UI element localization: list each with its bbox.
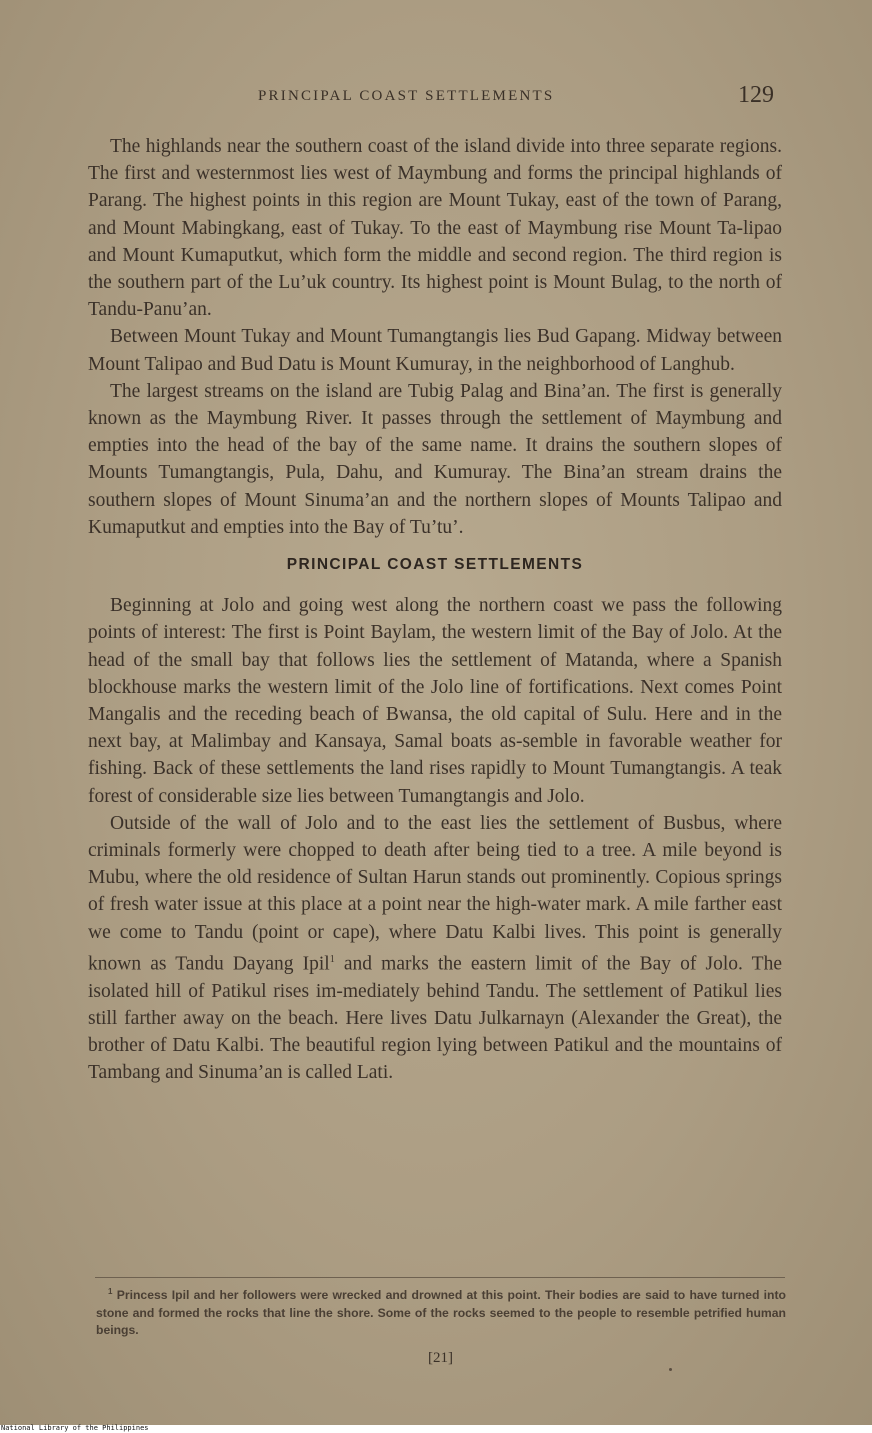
- running-title: PRINCIPAL COAST SETTLEMENTS: [258, 88, 555, 104]
- paragraph-west-coast: Beginning at Jolo and going west along the northern coast we pass the following points of interest: The first is Point Baylam, the western limit of the Bay of Jolo. At the head of the small bay that follows lies the settlement of Matanda, where a Spanish blockhouse marks the western limit of the Jolo line of fortifications. Next comes Point Mangalis and the receding beach of Bwansa, the old capital of Sulu. Here and in the next bay, at Malimbay and Kansaya, Samal boats as-semble in favorable weather for fishing. Back of these settlements the land rises rapidly to Mount Tumangtangis. A teak forest of considerable size lies between Tumangtangis and Jolo.: [88, 595, 782, 807]
- ink-dot: [669, 1368, 672, 1371]
- footnote-reference: 1: [329, 953, 335, 965]
- footnote-mark: 1: [108, 1287, 113, 1296]
- library-credit: National Library of the Philippines: [1, 1424, 149, 1432]
- footnote-text: Princess Ipil and her followers were wrecked and drowned at this point. Their bodies are said to have turned into stone and formed the rocks that line the shore. Some of the rocks seemed to the people to resemble petrified human beings.: [96, 1288, 786, 1338]
- paragraph-highlands: The highlands near the southern coast of the island divide into three separate regions. The first and westernmost lies west of Maymbung and forms the principal highlands of Parang. The highest points in this region are Mount Tukay, east of the town of Parang, and Mount Mabingkang, east of Tukay. To the east of Maymbung rise Mount Ta-lipao and Mount Kumaputkut, which form the middle and second region. The third region is the southern part of the Lu’uk country. Its highest point is Mount Bulag, to the north of Tandu-Panu’an.: [88, 136, 782, 321]
- paragraph-east-coast: [88, 810, 782, 1087]
- footnote: [96, 1283, 786, 1340]
- paragraph-east-coast-part-2: and marks the eastern limit of the Bay of Jolo. The isolated hill of Patikul rises im-mediately behind Tandu. The settlement of Patikul lies still farther away on the beach. Here lives Datu Julkarnayn (Alexander the Great), the brother of Datu Kalbi. The beautiful region lying between Patikul and the mountains of Tambang and Sinuma’an is called Lati.: [88, 953, 782, 1084]
- paragraph-east-coast-part-1: Outside of the wall of Jolo and to the east lies the settlement of Busbus, where criminals formerly were chopped to death after being tied to a tree. A mile beyond is Mubu, where the old residence of Sultan Harun stands out prominently. Copious springs of fresh water issue at this place at a point near the high-water mark. A mile farther east we come to Tandu (point or cape), where Datu Kalbi lives. This point is generally known as Tandu Dayang Ipil: [88, 812, 782, 975]
- paragraph-streams: The largest streams on the island are Tubig Palag and Bina’an. The first is generally known as the Maymbung River. It passes through the settlement of Maymbung and empties into the head of the bay of the same name. It drains the southern slopes of Mounts Tumangtangis, Pula, Dahu, and Kumuray. The Bina’an stream drains the southern slopes of Mount Sinuma’an and the northern slopes of Mounts Talipao and Kumaputkut and empties into the Bay of Tu’tu’.: [88, 380, 782, 538]
- section-heading: PRINCIPAL COAST SETTLEMENTS: [286, 556, 584, 574]
- main-text: [88, 133, 782, 1086]
- signature-mark: [21]: [428, 1350, 453, 1366]
- footnote-rule: [95, 1277, 785, 1278]
- page-number: 129: [738, 82, 774, 108]
- paragraph-bud-gapang: Between Mount Tukay and Mount Tumangtangis lies Bud Gapang. Midway between Mount Talipao and Bud Datu is Mount Kumuray, in the neighborhood of Langhub.: [88, 326, 782, 375]
